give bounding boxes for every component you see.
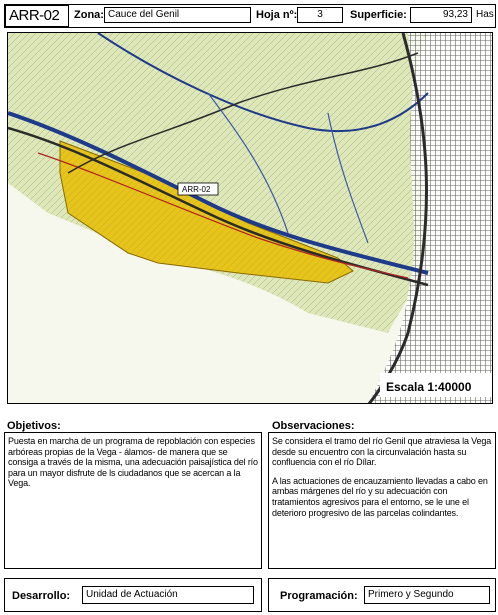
map-scale: Escala 1:40000 xyxy=(386,380,472,394)
observaciones-title: Observaciones: xyxy=(272,420,355,432)
objetivos-title: Objetivos: xyxy=(7,420,61,432)
map-frame xyxy=(7,32,493,404)
observaciones-text xyxy=(272,436,493,526)
programacion-label: Programación: xyxy=(280,590,358,602)
superficie-label: Superficie: xyxy=(350,9,407,21)
programacion-field: Primero y Segundo xyxy=(364,586,490,604)
superficie-unit: Has xyxy=(476,9,494,20)
map-route-label: ARR-02 xyxy=(182,185,211,194)
zona-field: Cauce del Genil xyxy=(104,7,251,23)
plan-code: ARR-02 xyxy=(5,5,69,27)
hoja-field: 3 xyxy=(297,7,343,23)
observaciones-paragraph: Se considera el tramo del río Genil que atraviesa la Vega desde su encuentro con la circunvalación hasta su confluencia con el río Dílar. xyxy=(272,436,492,468)
hoja-label: Hoja nº: xyxy=(256,9,298,21)
observaciones-paragraph: A las actuaciones de encauzamiento llevadas a cabo en ambas márgenes del río y su adecuación con tratamientos agresivos para el entorno, se le une el deterioro progresivo de las parcelas colindantes. xyxy=(272,475,488,518)
zona-label: Zona: xyxy=(74,9,104,21)
superficie-field: 93,23 xyxy=(410,7,472,23)
location-map xyxy=(8,33,493,404)
desarrollo-label: Desarrollo: xyxy=(12,590,71,602)
desarrollo-field: Unidad de Actuación xyxy=(82,586,254,604)
objetivos-text: Puesta en marcha de un programa de repoblación con especies arbóreas propias de la Vega - álamos- de manera que se consiga a través de la misma, una adecuación paisajística del río para un mayor disfrute de ls ciudadanos que se acercan a la Vega. xyxy=(8,436,258,489)
